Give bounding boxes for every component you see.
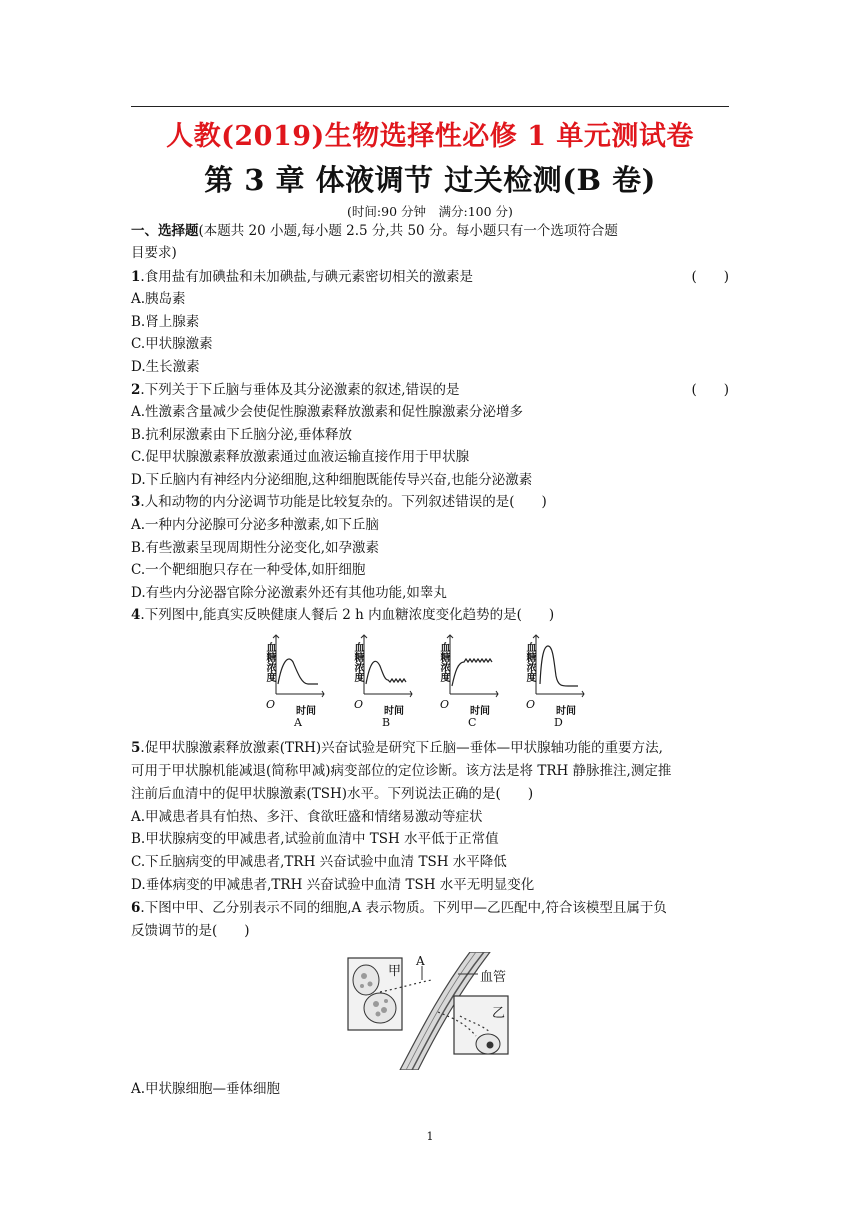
x-axis-label: 时间 [384,706,404,717]
option: B.有些激素呈现周期性分泌变化,如孕激素 [131,540,380,556]
panel-label: D [554,716,563,729]
header-rule [131,106,729,107]
question-5-stem [131,737,729,759]
question-number: 3 [131,494,141,510]
exam-meta: (时间:90 分钟 满分:100 分) [347,204,513,219]
section-instructions: (本题共 20 小题,每小题 2.5 分,共 50 分。每小题只有一个选项符合题 [198,223,618,239]
question-text: .促甲状腺激素释放激素(TRH)兴奋试验是研究下丘脑—垂体—甲状腺轴功能的重要方法, [140,740,663,756]
label-substance-a: A [416,954,425,968]
label-blood-vessel: 血管 [480,970,507,985]
option: D.下丘脑内有神经内分泌细胞,这种细胞既能传导兴奋,也能分泌激素 [131,472,533,488]
question-2-stem [131,379,729,401]
option: C.甲状腺激素 [131,336,213,352]
section-heading-line [131,220,729,242]
question-5-stem-cont: 注前后血清中的促甲状腺激素(TSH)水平。下列说法正确的是( ) [131,786,534,802]
question-number: 5 [131,740,141,756]
section-instructions-cont: 目要求) [131,245,177,261]
panel-label: B [382,716,391,729]
graph-panel-d [522,632,590,728]
panel-label: A [294,716,302,729]
question-number: 2 [131,382,141,398]
question-number: 1 [131,269,141,285]
option: D.有些内分泌器官除分泌激素外还有其他功能,如睾丸 [131,585,447,601]
blood-glucose-figure [262,632,602,728]
origin-label: O [354,698,364,711]
option: A.甲减患者具有怕热、多汗、食欲旺盛和情绪易激动等症状 [131,809,483,825]
question-3-stem [131,491,729,513]
question-number: 6 [131,900,141,916]
graph-panel-a [262,632,330,728]
question-4-stem [131,604,729,626]
question-text: .食用盐有加碘盐和未加碘盐,与碘元素密切相关的激素是 [140,269,473,285]
option: A.胰岛素 [131,291,186,307]
chapter-title: 第 3 章 体液调节 过关检测(B 卷) [204,163,656,197]
section-heading: 一、选择题 [131,223,199,239]
y-axis-label: 血糖浓度 [352,642,363,682]
graph-panel-b [350,632,418,728]
option: A.甲状腺细胞—垂体细胞 [131,1081,281,1097]
option: C.一个靶细胞只存在一种受体,如肝细胞 [131,562,366,578]
option: D.生长激素 [131,359,200,375]
label-jia: 甲 [388,964,402,979]
question-6-stem-cont: 反馈调节的是( ) [131,923,250,939]
x-axis-label: 时间 [296,706,316,717]
y-axis-label: 血糖浓度 [438,642,449,682]
option: C.促甲状腺激素释放激素通过血液运输直接作用于甲状腺 [131,449,470,465]
answer-blank: ( ) [691,269,729,285]
question-number: 4 [131,607,141,623]
graph-panel-c [436,632,504,728]
x-axis-label: 时间 [556,706,576,717]
page-number: 1 [426,1130,434,1143]
y-axis-label: 血糖浓度 [524,642,535,682]
origin-label: O [266,698,276,711]
series-title: 人教(2019)生物选择性必修 1 单元测试卷 [166,121,694,152]
origin-label: O [526,698,536,711]
question-text: .下列关于下丘脑与垂体及其分泌激素的叙述,错误的是 [140,382,460,398]
y-axis-label: 血糖浓度 [264,642,275,682]
question-text: .下图中甲、乙分别表示不同的细胞,A 表示物质。下列甲—乙匹配中,符合该模型且属于负 [140,900,667,916]
question-text: .下列图中,能真实反映健康人餐后 2 h 内血糖浓度变化趋势的是( ) [140,607,555,623]
option: A.一种内分泌腺可分泌多种激素,如下丘脑 [131,517,379,533]
panel-label: C [468,716,477,729]
question-1-stem [131,266,729,288]
origin-label: O [440,698,450,711]
question-text: .人和动物的内分泌调节功能是比较复杂的。下列叙述错误的是( ) [140,494,547,510]
cell-signaling-diagram [340,952,530,1070]
option: B.抗利尿激素由下丘脑分泌,垂体释放 [131,427,353,443]
question-6-stem [131,897,729,919]
option: C.下丘脑病变的甲减患者,TRH 兴奋试验中血清 TSH 水平降低 [131,854,507,870]
x-axis-label: 时间 [470,706,490,717]
answer-blank: ( ) [691,382,729,398]
label-yi: 乙 [492,1006,506,1021]
option: A.性激素含量减少会使促性腺激素释放激素和促性腺激素分泌增多 [131,404,524,420]
option: D.垂体病变的甲减患者,TRH 兴奋试验中血清 TSH 水平无明显变化 [131,877,535,893]
option: B.肾上腺素 [131,314,200,330]
option: B.甲状腺病变的甲减患者,试验前血清中 TSH 水平低于正常值 [131,831,499,847]
question-5-stem-cont: 可用于甲状腺机能减退(简称甲减)病变部位的定位诊断。该方法是将 TRH 静脉推注,测定推 [131,763,672,779]
